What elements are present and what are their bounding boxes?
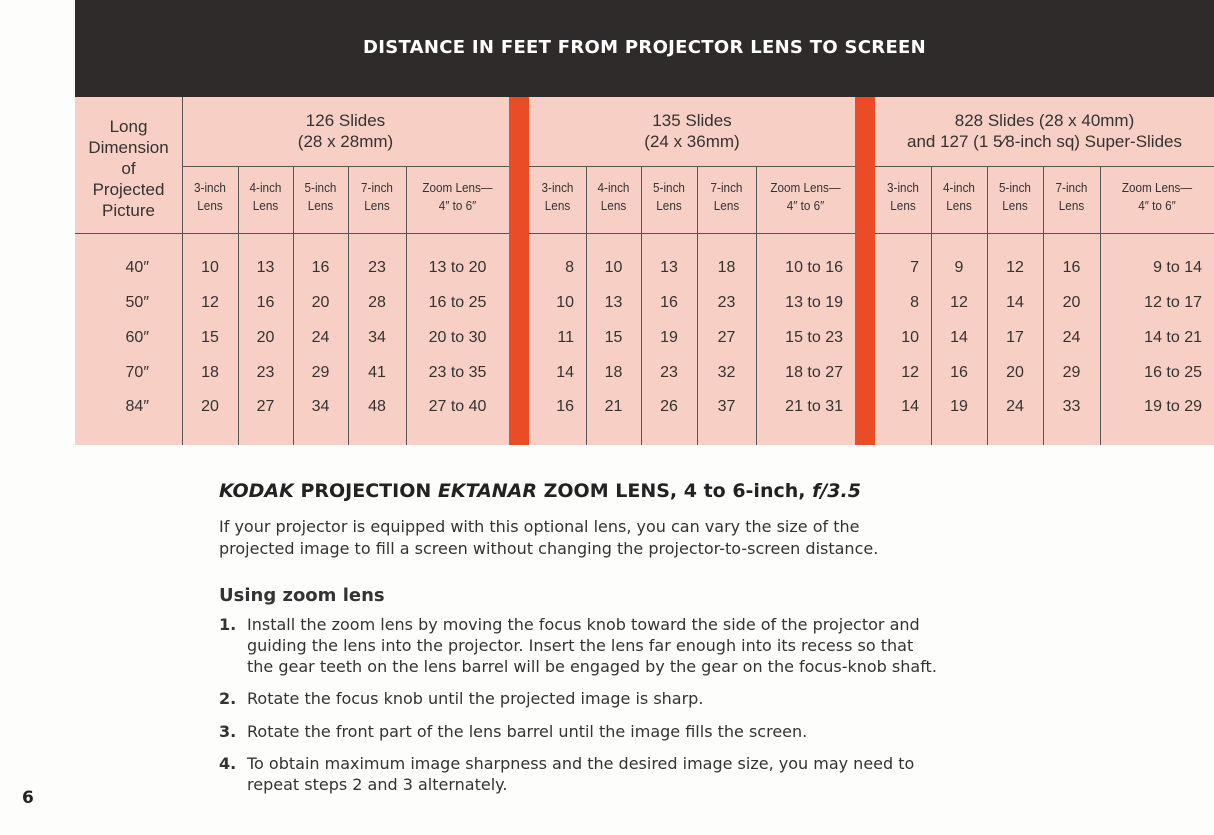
- lens-header: [934, 179, 984, 215]
- banner-title: DISTANCE IN FEET FROM PROJECTOR LENS TO SCREEN: [362, 37, 926, 58]
- table-cell: 21: [604, 398, 623, 415]
- table-cell: 19 to 29: [1144, 398, 1202, 415]
- table-cell: 28: [368, 294, 386, 311]
- lens-header-line: 7-inch: [710, 180, 743, 195]
- lens-header-line: 3-inch: [194, 180, 226, 195]
- table-cell: 27: [256, 398, 275, 415]
- lens-header-line: Lens: [364, 198, 390, 213]
- lens-header: [1046, 179, 1097, 215]
- lens-header-line: Lens: [252, 198, 279, 213]
- table-cell: 7: [910, 259, 919, 276]
- table-cell: 24: [1062, 329, 1081, 346]
- lens-header-line: 3-inch: [541, 180, 574, 195]
- table-cell: 10: [901, 329, 919, 346]
- lens-header-line: Lens: [656, 198, 682, 213]
- lens-header-line: 3-inch: [887, 180, 919, 195]
- table-cell: 19: [660, 329, 678, 346]
- heading-kodak: KODAK: [219, 480, 294, 502]
- step-text: To obtain maximum image sharpness and the desired image size, you may need to repeat steps 2 and 3 alternately.: [247, 754, 915, 794]
- step-number: 1.: [219, 615, 237, 634]
- table-cell: 8: [910, 294, 919, 311]
- table-cell: 14: [901, 398, 919, 415]
- lens-header-line: Lens: [544, 198, 571, 213]
- step-text: Install the zoom lens by moving the focus knob toward the side of the projector and guiding the lens into the projector. Insert the lens far enough into its recess so that the gear teeth on the lens barrel will be engaged by the gear on the focus-knob shaft.: [247, 615, 937, 676]
- lens-header-line: Zoom Lens—: [422, 180, 493, 195]
- row-label: 40″: [125, 259, 149, 276]
- group-header-line: 135 Slides: [652, 111, 732, 130]
- table-cell: 23: [368, 259, 386, 276]
- table-cell: 16: [950, 364, 968, 381]
- table-cell: 13 to 19: [785, 294, 843, 311]
- table-cell: 16: [311, 259, 330, 276]
- header-bottom-rule: [75, 233, 509, 234]
- page-number: 6: [22, 788, 34, 808]
- table-cell: 12: [201, 294, 219, 311]
- table-cell: 23 to 35: [428, 364, 487, 381]
- step-text: Rotate the focus knob until the projected image is sharp.: [247, 689, 704, 708]
- table-cell: 16: [556, 398, 574, 415]
- table-cell: 16 to 25: [1144, 364, 1202, 381]
- table-cell: 14: [1006, 294, 1024, 311]
- table-cell: 20 to 30: [428, 329, 487, 346]
- lens-header: [878, 179, 928, 215]
- table-cell: 48: [368, 398, 386, 415]
- step-item: [219, 753, 939, 795]
- row-header-line: of: [121, 159, 136, 178]
- lens-header-line: Lens: [1058, 198, 1085, 213]
- table-cell: 18: [717, 259, 736, 276]
- table-cell: 32: [717, 364, 736, 381]
- intro-paragraph: If your projector is equipped with this optional lens, you can vary the size of the projected image to fill a screen without changing the projector-to-screen distance.: [219, 517, 879, 558]
- row-label: 84″: [125, 398, 149, 415]
- lens-header: [411, 179, 504, 215]
- table-cell: 34: [368, 329, 386, 346]
- lens-header-line: Lens: [946, 198, 972, 213]
- lens-header-line: 4″ to 6″: [786, 198, 825, 213]
- lens-header-line: Lens: [713, 198, 740, 213]
- table-cell: 41: [368, 364, 386, 381]
- lens-header-line: 4″ to 6″: [1138, 198, 1176, 213]
- step-item: [219, 721, 939, 742]
- table-cell: 11: [557, 329, 574, 346]
- heading-aperture: f/3.5: [812, 480, 861, 502]
- lens-header: [241, 179, 291, 215]
- heading-zoom: ZOOM LENS, 4 to 6-inch,: [537, 480, 813, 502]
- table-cell: 17: [1006, 329, 1024, 346]
- table-cell: 23: [660, 364, 678, 381]
- table-cell: 18: [604, 364, 623, 381]
- table-cell: 20: [256, 329, 275, 346]
- group-divider: [509, 97, 529, 445]
- group-header-line: and 127 (1 5⁄8-inch sq) Super-Slides: [907, 132, 1182, 151]
- group-header-135: [529, 110, 855, 152]
- lens-header-line: 5-inch: [653, 180, 685, 195]
- lens-header-line: 7-inch: [1055, 180, 1088, 195]
- table-cell: 33: [1062, 398, 1081, 415]
- table-cell: 10: [604, 259, 623, 276]
- table-cell: 21 to 31: [785, 398, 843, 415]
- table-cell: 34: [311, 398, 330, 415]
- table-cell: 10: [556, 294, 574, 311]
- table-cell: 15: [201, 329, 219, 346]
- lens-header-line: 5-inch: [999, 180, 1031, 195]
- lens-header-line: 4-inch: [249, 180, 282, 195]
- table-cell: 20: [201, 398, 219, 415]
- table-banner: [75, 0, 1214, 97]
- lens-header-line: Zoom Lens—: [1121, 180, 1193, 195]
- table-cell: 13 to 20: [428, 259, 487, 276]
- table-cell: 12: [1006, 259, 1024, 276]
- lens-header: [351, 179, 403, 215]
- lens-header-line: Lens: [1002, 198, 1028, 213]
- row-header-line: Dimension: [88, 138, 169, 157]
- heading-ektanar: EKTANAR: [437, 480, 538, 502]
- table-cell: 14 to 21: [1144, 329, 1202, 346]
- table-cell: 10 to 16: [785, 259, 843, 276]
- table-cell: 19: [950, 398, 968, 415]
- lens-header: [761, 179, 850, 215]
- lens-header-line: 4-inch: [597, 180, 630, 195]
- table-cell: 8: [565, 259, 574, 276]
- lens-header: [296, 179, 346, 215]
- table-cell: 12: [950, 294, 968, 311]
- table-cell: 29: [311, 364, 330, 381]
- row-header-line: Projected: [92, 180, 165, 199]
- table-cell: 18: [201, 364, 219, 381]
- row-label: 70″: [125, 364, 149, 381]
- step-number: 3.: [219, 722, 237, 741]
- table-cell: 13: [256, 259, 275, 276]
- section-heading: [219, 480, 861, 502]
- table-cell: 14: [950, 329, 968, 346]
- table-cell: 16 to 25: [428, 294, 487, 311]
- table-cell: 16: [660, 294, 678, 311]
- table-cell: 24: [311, 329, 330, 346]
- group-header-line: 126 Slides: [305, 111, 386, 130]
- table-cell: 12: [901, 364, 919, 381]
- lens-header-line: Lens: [890, 198, 916, 213]
- table-cell: 16: [1062, 259, 1081, 276]
- lens-header-line: 7-inch: [361, 180, 393, 195]
- table-cell: 12 to 17: [1144, 294, 1202, 311]
- row-header-line: Picture: [102, 201, 155, 220]
- table-cell: 23: [717, 294, 736, 311]
- group-header-126: [182, 110, 509, 152]
- table-cell: 23: [256, 364, 275, 381]
- lens-header-line: 4-inch: [943, 180, 975, 195]
- table-cell: 27: [717, 329, 736, 346]
- table-cell: 18 to 27: [785, 364, 843, 381]
- lens-header-line: 4″ to 6″: [438, 198, 477, 213]
- header-rule: [182, 166, 509, 167]
- group-header-line: (24 x 36mm): [644, 132, 740, 151]
- lens-header-line: Lens: [600, 198, 627, 213]
- table-cell: 27 to 40: [428, 398, 487, 415]
- row-label: 60″: [125, 329, 149, 346]
- row-label: 50″: [125, 294, 149, 311]
- lens-header-line: Zoom Lens—: [770, 180, 841, 195]
- step-item: [219, 614, 939, 677]
- step-number: 4.: [219, 754, 237, 773]
- step-number: 2.: [219, 689, 237, 708]
- subheading: Using zoom lens: [219, 585, 385, 606]
- row-header-label: [75, 116, 182, 221]
- group-header-line: 828 Slides (28 x 40mm): [954, 111, 1135, 130]
- table-cell: 26: [660, 398, 678, 415]
- table-cell: 16: [256, 294, 275, 311]
- table-cell: 20: [1006, 364, 1024, 381]
- table-cell: 10: [201, 259, 219, 276]
- lens-header: [589, 179, 639, 215]
- step-text: Rotate the front part of the lens barrel until the image fills the screen.: [247, 722, 808, 741]
- lens-header-line: Lens: [197, 198, 223, 213]
- table-cell: 24: [1006, 398, 1024, 415]
- lens-header: [532, 179, 583, 215]
- lens-header-line: Lens: [307, 198, 334, 213]
- table-cell: 13: [660, 259, 678, 276]
- table-cell: 15: [604, 329, 623, 346]
- group-divider: [855, 97, 875, 445]
- lens-header-line: 5-inch: [304, 180, 337, 195]
- table-cell: 13: [604, 294, 623, 311]
- table-cell: 20: [1062, 294, 1081, 311]
- table-cell: 37: [717, 398, 736, 415]
- group-header-line: (28 x 28mm): [297, 132, 394, 151]
- group-header-828: [875, 110, 1214, 152]
- header-rule: [529, 166, 855, 167]
- table-cell: 9: [954, 259, 964, 276]
- header-bottom-rule: [529, 233, 855, 234]
- lens-header: [1106, 179, 1209, 215]
- row-header-line: Long: [109, 117, 148, 136]
- table-cell: 29: [1062, 364, 1081, 381]
- lens-header: [185, 179, 235, 215]
- heading-projection: PROJECTION: [293, 480, 438, 502]
- header-rule: [875, 166, 1214, 167]
- lens-header: [644, 179, 694, 215]
- lens-header: [700, 179, 753, 215]
- header-bottom-rule: [875, 233, 1214, 234]
- lens-header: [990, 179, 1040, 215]
- step-item: [219, 688, 939, 709]
- table-cell: 9 to 14: [1153, 259, 1202, 276]
- table-cell: 20: [311, 294, 330, 311]
- table-cell: 15 to 23: [785, 329, 843, 346]
- table-cell: 14: [556, 364, 574, 381]
